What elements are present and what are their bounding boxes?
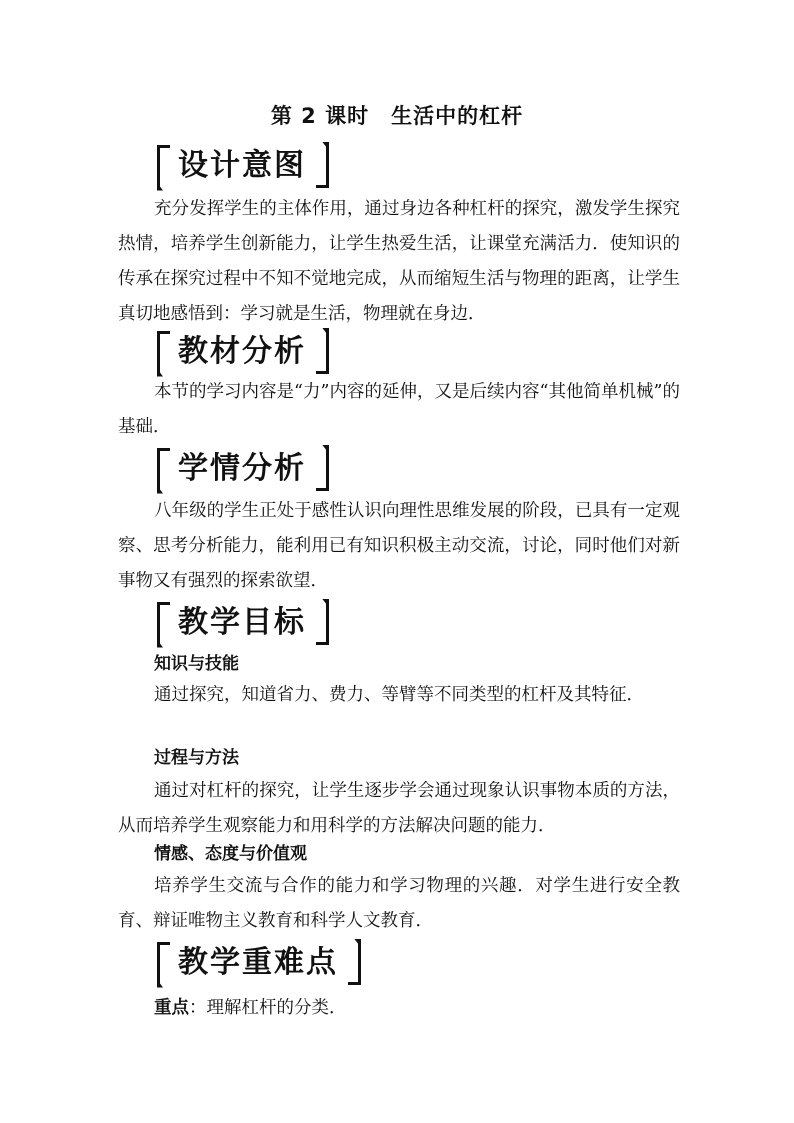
- design-paragraph: 充分发挥学生的主体作用，通过身边各种杠杆的探究，激发学生探究热情，培养学生创新能力，让学生热爱生活，让课堂充满活力．使知识的传承在探究过程中不知不觉地完成，从而缩短生活与物理的距离，让学生真切地感悟到：学习就是生活，物理就在身边．: [118, 199, 680, 324]
- section-heading-goals: [157, 600, 329, 646]
- students-paragraph: 八年级的学生正处于感性认识向理性思维发展的阶段，已具有一定观察、思考分析能力，能利用已有知识积极主动交流，讨论，同时他们对新事物又有强烈的探索欲望．: [118, 501, 680, 591]
- section-heading-students: [157, 446, 329, 492]
- bracket-right-icon: [316, 448, 329, 491]
- bracket-right-icon: [316, 145, 329, 188]
- emotion-label: 情感、态度与价值观: [154, 844, 307, 864]
- section-heading-material: [157, 329, 329, 375]
- key-text: ：理解杠杆的分类．: [189, 998, 347, 1018]
- bracket-left-icon: [157, 331, 170, 374]
- knowledge-label: 知识与技能: [154, 654, 239, 674]
- process-label: 过程与方法: [154, 748, 239, 768]
- section-heading-keypoints: [157, 940, 361, 986]
- section-heading-text: 学情分析: [178, 451, 306, 486]
- keypoints-paragraph: [118, 991, 680, 1026]
- section-heading-text: 设计意图: [178, 148, 306, 183]
- bracket-left-icon: [157, 602, 170, 645]
- section-heading-design: [157, 143, 329, 189]
- bracket-left-icon: [157, 145, 170, 188]
- section-heading-text: 教学目标: [178, 605, 306, 640]
- page-title: 第 2 课时 生活中的杠杆: [270, 104, 524, 128]
- section-heading-text: 教学重难点: [178, 945, 338, 980]
- section-heading-text: 教材分析: [178, 334, 306, 369]
- bracket-left-icon: [157, 448, 170, 491]
- bracket-right-icon: [316, 602, 329, 645]
- knowledge-paragraph: 通过探究，知道省力、费力、等臂等不同类型的杠杆及其特征．: [154, 685, 644, 705]
- material-paragraph: 本节的学习内容是“力”内容的延伸，又是后续内容“其他简单机械”的基础．: [118, 382, 680, 437]
- process-paragraph: 通过对杠杆的探究，让学生逐步学会通过现象认识事物本质的方法，从而培养学生观察能力和用科学的方法解决问题的能力．: [118, 781, 680, 836]
- bracket-right-icon: [348, 942, 361, 985]
- bracket-left-icon: [157, 942, 170, 985]
- key-label: 重点: [154, 998, 189, 1018]
- emotion-paragraph: 培养学生交流与合作的能力和学习物理的兴趣．对学生进行安全教育、辩证唯物主义教育和科学人文教育．: [118, 876, 680, 931]
- bracket-right-icon: [316, 331, 329, 374]
